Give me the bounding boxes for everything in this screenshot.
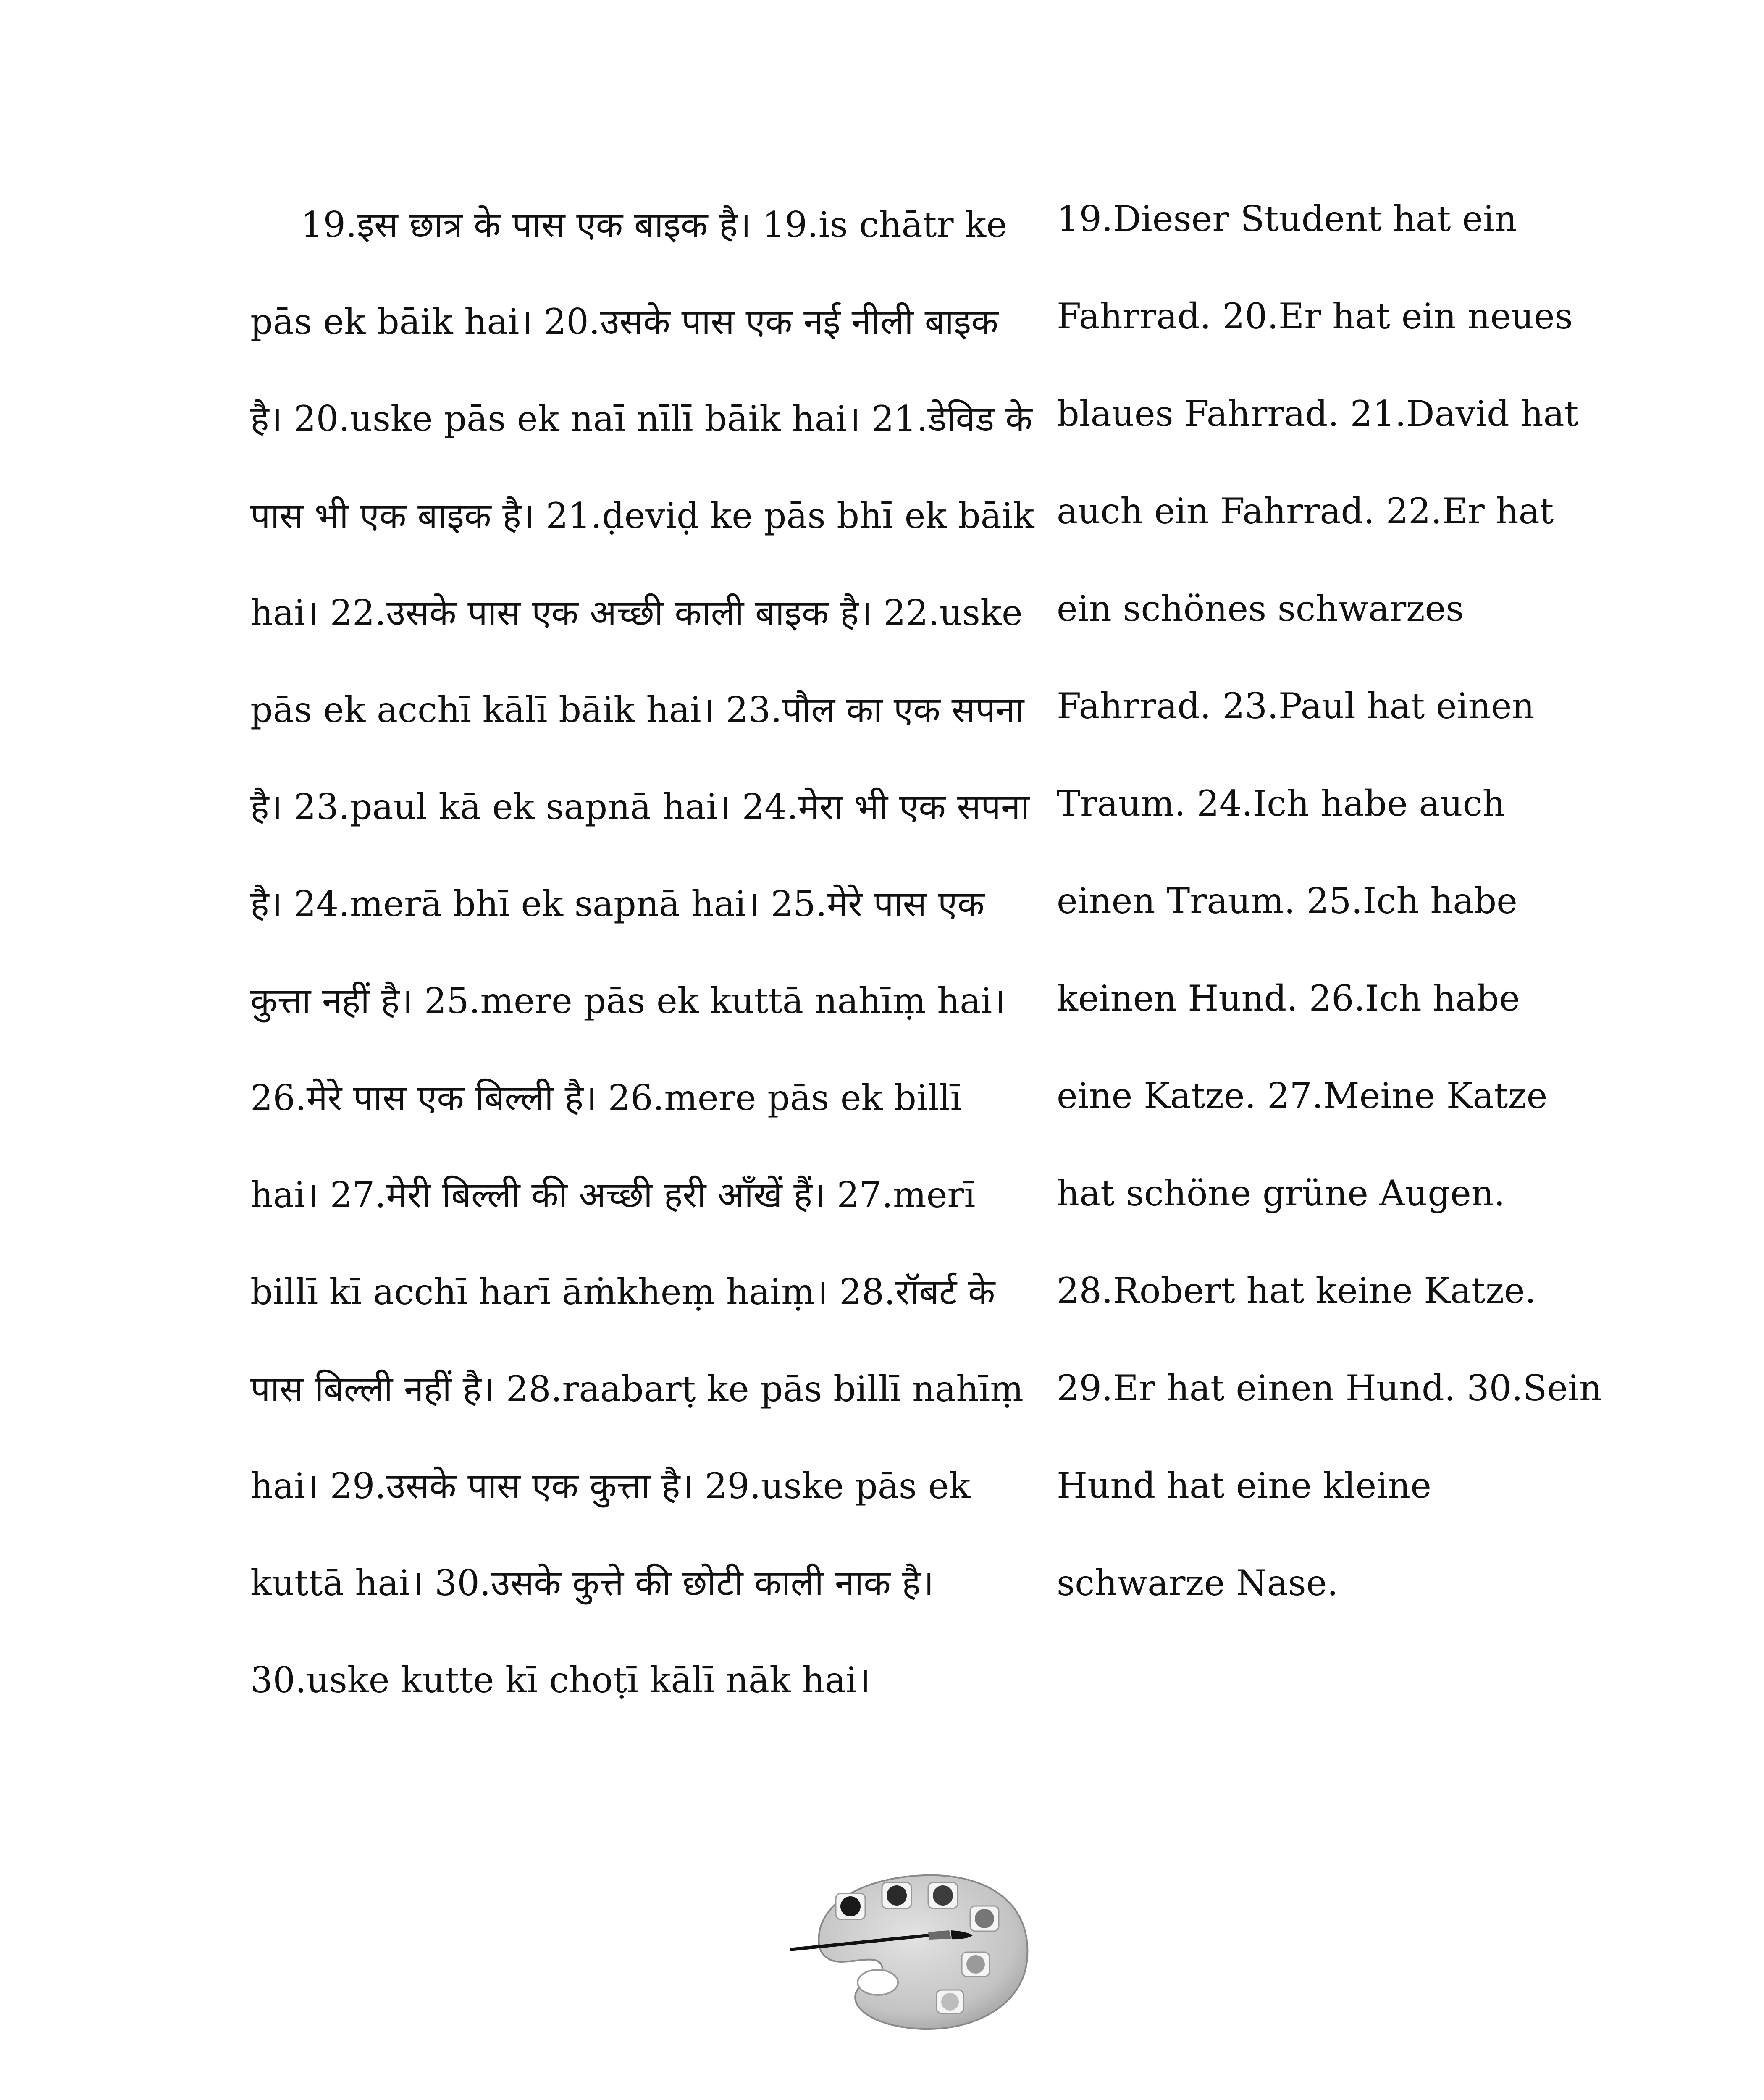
hindi-transliteration-column: 19.इस छात्र के पास एक बाइक है। 19.is chātr ke pās ek bāik hai। 20.उसके पास एक नई नीली बाइक है। 20.uske pās ek naī nīlī bāik hai। 21.डेविड के पास भी एक बाइक है। 21.ḍeviḍ ke pās bhī ek bāik hai। 22.उसके पास एक अच्छी काली बाइक है। 22.uske pās ek acchī kālī bāik hai। 23.पौल का एक सपना है। 23.paul kā ek sapnā hai। 24.मेरा भी एक सपना है। 24.merā bhī ek sapnā hai। 25.मेरे पास एक कुत्ता नहीं है। 25.mere pās ek kuttā nahīṃ hai। 26.मेरे पास एक बिल्ली है। 26.mere pās ek billī hai। 27.मेरी बिल्ली की अच्छी हरी आँखें हैं। 27.merī billī kī acchī harī āṁkheṃ haiṃ। 28.रॉबर्ट के पास बिल्ली नहीं है। 28.raabarṭ ke pās billī nahīṃ hai। 29.उसके पास एक कुत्ता है। 29.uske pās ek kuttā hai। 30.उसके कुत्ते की छोटी काली नाक है। 30.uske kutte kī choṭī kālī nāk hai।	[250, 204, 1034, 1701]
german-translation-column: 19.Dieser Student hat ein Fahrrad. 20.Er hat ein neues blaues Fahrrad. 21.David hat auch ein Fahrrad. 22.Er hat ein schönes schwarzes Fahrrad. 23.Paul hat einen Traum. 24.Ich habe auch einen Traum. 25.Ich habe keinen Hund. 26.Ich habe eine Katze. 27.Meine Katze hat schöne grüne Augen. 28.Robert hat keine Katze. 29.Er hat einen Hund. 30.Sein Hund hat eine kleine schwarze Nase.	[1057, 198, 1602, 1604]
paint-palette-icon	[790, 1856, 1050, 2050]
